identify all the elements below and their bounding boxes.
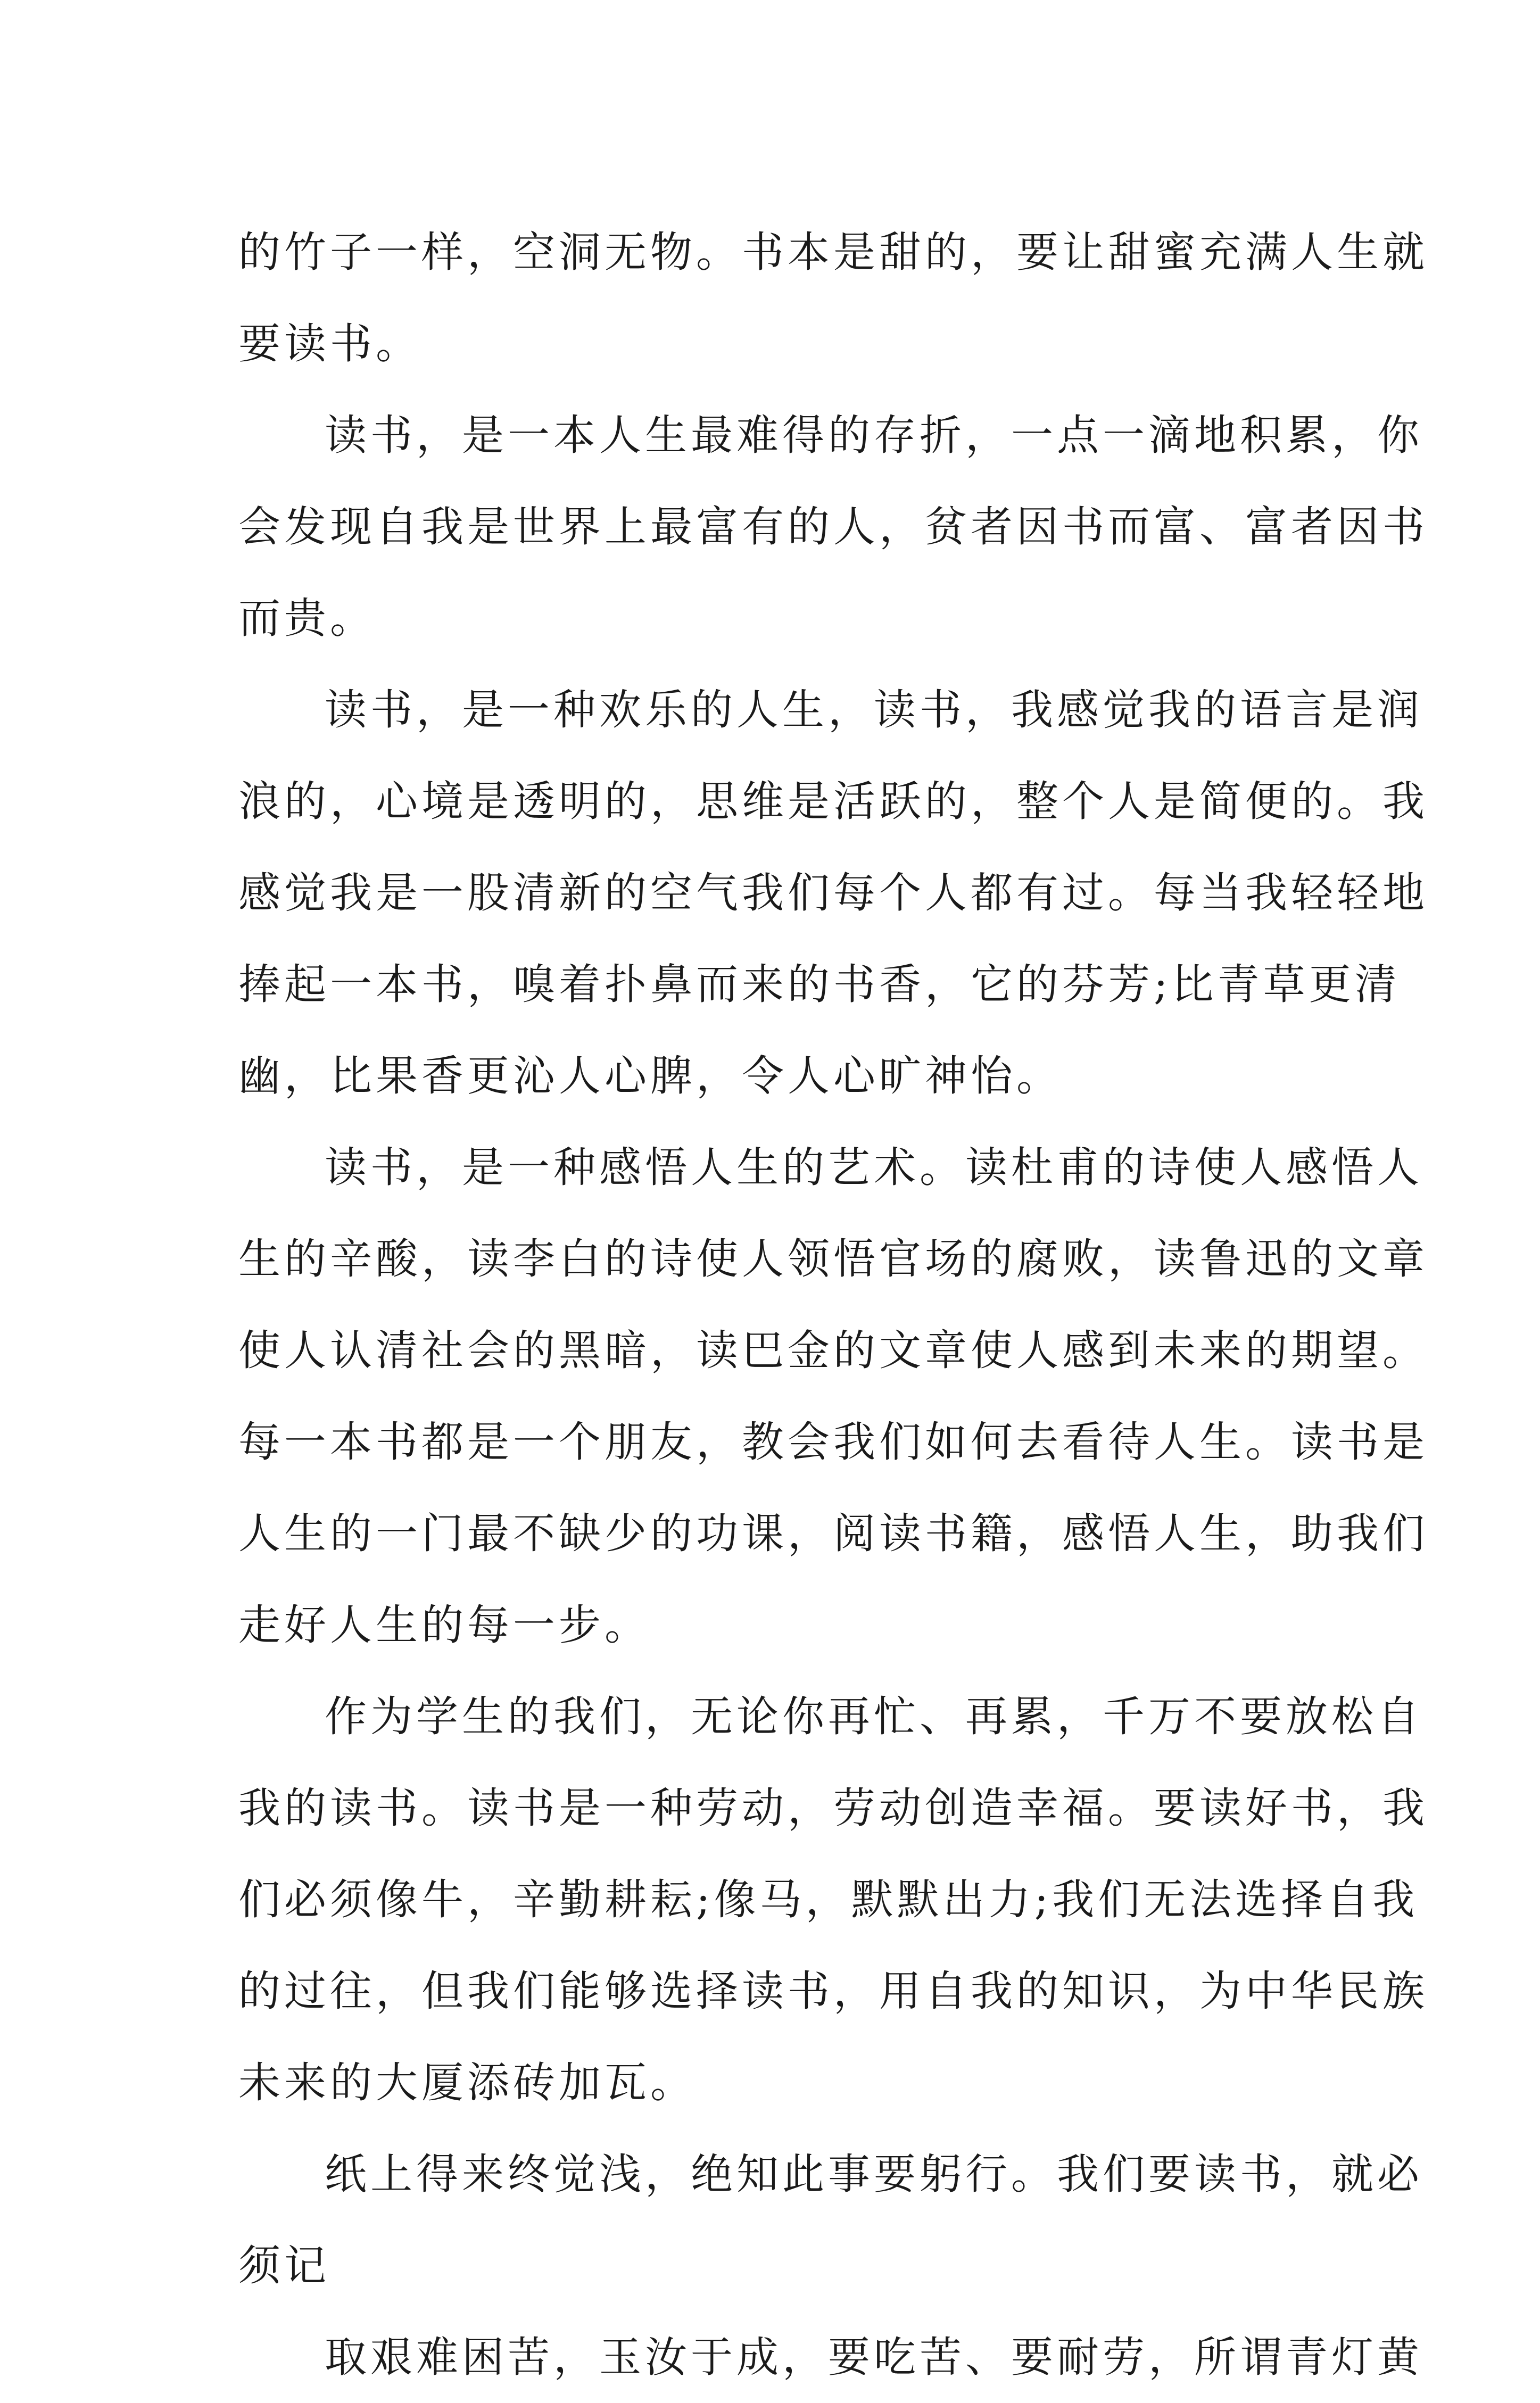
text-line: 走好人生的每一步。 [238, 1601, 650, 1650]
text-line: 们必须像牛，辛勤耕耘;像马，默默出力;我们无法选择自我 [238, 1875, 1419, 1924]
text-line: 浪的，心境是透明的，思维是活跃的，整个人是简便的。我 [238, 777, 1428, 826]
text-line: 幽，比果香更沁人心脾，令人心旷神怡。 [238, 1051, 1062, 1100]
text-line: 使人认清社会的黑暗，读巴金的文章使人感到未来的期望。 [238, 1326, 1428, 1375]
text-line: 捧起一本书，嗅着扑鼻而来的书香，它的芬芳;比青草更清 [238, 960, 1401, 1009]
text-line: 会发现自我是世界上最富有的人，贫者因书而富、富者因书 [238, 502, 1428, 551]
paragraph-start-line: 作为学生的我们，无论你再忙、再累，千万不要放松自 [325, 1692, 1423, 1741]
paragraph-start-line: 读书，是一种感悟人生的艺术。读杜甫的诗使人感悟人 [325, 1143, 1423, 1192]
paragraph-start-line: 取艰难困苦，玉汝于成，要吃苦、要耐劳，所谓青灯黄 [325, 2333, 1423, 2382]
text-line: 每一本书都是一个朋友，教会我们如何去看待人生。读书是 [238, 1418, 1428, 1466]
text-line: 生的辛酸，读李白的诗使人领悟官场的腐败，读鲁迅的文章 [238, 1234, 1428, 1283]
text-line: 的竹子一样，空洞无物。书本是甜的，要让甜蜜充满人生就 [238, 228, 1428, 277]
text-line: 感觉我是一股清新的空气我们每个人都有过。每当我轻轻地 [238, 868, 1428, 917]
text-line: 未来的大厦添砖加瓦。 [238, 2058, 696, 2107]
text-line: 的过往，但我们能够选择读书，用自我的知识，为中华民族 [238, 1967, 1428, 2016]
text-line: 人生的一门最不缺少的功课，阅读书籍，感悟人生，助我们 [238, 1509, 1428, 1558]
text-line: 我的读书。读书是一种劳动，劳动创造幸福。要读好书，我 [238, 1784, 1428, 1833]
document-body [238, 206, 1428, 2403]
text-line: 须记 [238, 2241, 330, 2290]
paragraph-start-line: 纸上得来终觉浅，绝知此事要躬行。我们要读书，就必 [325, 2150, 1423, 2199]
text-line: 而贵。 [238, 594, 376, 643]
text-line: 要读书。 [238, 319, 421, 368]
paragraph-start-line: 读书，是一本人生最难得的存折，一点一滴地积累，你 [325, 411, 1423, 460]
paragraph-start-line: 读书，是一种欢乐的人生，读书，我感觉我的语言是润 [325, 685, 1423, 734]
